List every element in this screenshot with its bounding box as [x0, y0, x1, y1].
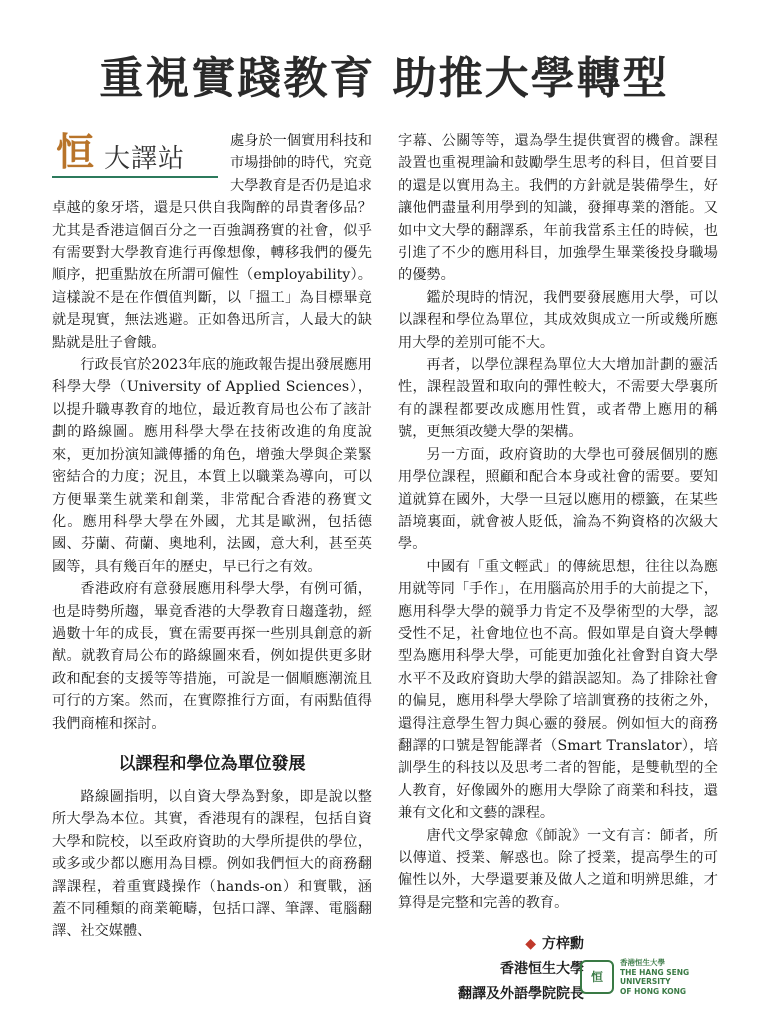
author-line — [432, 932, 584, 957]
university-logo — [580, 958, 730, 996]
paragraph-10: 唐代文學家韓愈《師說》一文有言：師者，所以傳道、授業、解惑也。除了授業，提高學生的可僱性以外，大學還要兼及做人之道和明辨思維，才算得是完整和完善的教育。 — [398, 827, 718, 911]
paragraph-8: 另一方面，政府資助的大學也可發展個別的應用學位課程，照顧和配合本身或社會的需要。要知道就算在國外，大學一旦冠以應用的標籤，在某些語境裏面，就會被人貶低，淪為不夠資格的次級大學。 — [398, 446, 718, 553]
paragraph-3: 香港政府有意發展應用科學大學，有例可循，也是時勢所趨，畢竟香港的大學教育日趨蓬勃，經過數十年的成長，實在需要再探一些別具創意的新猷。就教育局公布的路線圖來看，例如提供更多財政和配套的支援等等措施，可說是一個順應潮流且可行的方案。然而，在實際推行方面，有兩點值得我們商榷和探討。 — [52, 581, 372, 732]
column-brand — [52, 130, 218, 178]
logo-text — [620, 958, 730, 996]
byline — [432, 932, 584, 1007]
diamond-icon: ◆ — [525, 936, 536, 952]
right-column — [398, 130, 718, 914]
paragraph-2: 行政長官於2023年底的施政報告提出發展應用科學大學（University of Applied Sciences），以提升職專教育的地位，最近教育局也公布了該計劃的路線圖。應用科學大學在技術改進的角度說來，更加扮演知識傳播的角色，增強大學與企業緊密結合的力度；況且，本質上以職業為導向，可以方便畢業生就業和創業，非常配合香港的務實文化。應用科學大學在外國，尤其是歐洲，包括德國、芬蘭、荷蘭、奧地利，法國，意大利，甚至英國等，具有幾百年的歷史，早已行之有效。 — [52, 357, 372, 575]
brand-underline — [52, 176, 218, 178]
paragraph-9: 中國有「重文輕武」的傳統思想，往往以為應用就等同「手作」，在用腦高於用手的大前提之下，應用科學大學的競爭力肯定不及學術型的大學，認受性不足，社會地位也不高。假如單是自資大學轉型為應用科學大學，可能更加強化社會對自資大學水平不及政府資助大學的錯誤認知。為了排除社會的偏見，應用科學大學除了培訓實務的技術之外，還得注意學生智力與心靈的發展。例如恒大的商務翻譯的口號是智能譯者（Smart Translator），培訓學生的科技以及思考二者的智能，是雙軌型的全人教育，好像國外的應用大學除了商業和科技，還兼有文化和文藝的課程。 — [398, 558, 718, 822]
paragraph-1: 處身於一個實用科技和市場掛帥的時代，究竟大學教育是否仍是追求卓越的象牙塔，還是只供自我陶醉的昂貴奢侈品？尤其是香港這個百分之一百強調務實的社會，似乎有需要對大學教育進行再像想像，轉移我們的優先順序，把重點放在所謂可僱性（employability）。這樣說不是在作價值判斷，以「搵工」為目標畢竟就是現實，無法逃避。正如魯迅所言，人最大的缺點就是肚子會餓。 — [52, 133, 372, 351]
paragraph-4: 路線圖指明，以自資大學為對象，即是說以整所大學為本位。其實，香港現有的課程，包括自資大學和院校，以至政府資助的大學所提供的學位，或多或少都以應用為目標。例如我們恒大的商務翻譯課程，着重實踐操作（hands-on）和實戰，涵蓋不同種類的商業範疇，包括口譯、筆譯、電腦翻譯、社交媒體、 — [52, 788, 372, 940]
column-brand-name: 大譯站 — [104, 144, 186, 174]
logo-chinese: 香港恒生大學 — [620, 958, 665, 967]
seal-icon: 恒 — [580, 960, 614, 994]
column-brand-char: 恒 — [56, 130, 95, 174]
paragraph-6: 鑑於現時的情況，我們要發展應用大學，可以以課程和學位為單位，其成效與成立一所或幾所應用大學的差別可能不大。 — [398, 289, 718, 351]
section-subheading: 以課程和學位為單位發展 — [118, 753, 306, 774]
author-title: 翻譯及外語學院院長 — [458, 986, 584, 1002]
headline: 重視實踐教育 助推大學轉型 — [99, 53, 669, 104]
author-name: 方梓勳 — [542, 936, 584, 952]
left-column — [52, 130, 372, 943]
author-university: 香港恒生大學 — [500, 961, 584, 977]
logo-english-2: OF HONG KONG — [620, 986, 687, 996]
logo-english-1: THE HANG SENG UNIVERSITY — [620, 967, 690, 987]
paragraph-5: 字幕、公關等等，還為學生提供實習的機會。課程設置也重視理論和鼓勵學生思考的科目，但首要目的還是以實用為主。我們的方針就是裝備學生，好讓他們盡量利用學到的知識，發揮專業的潛能。又如中文大學的翻譯系，年前我當系主任的時候，也引進了不少的應用科目，加強學生畢業後投身職場的優勢。 — [398, 133, 718, 284]
paragraph-7: 再者，以學位課程為單位大大增加計劃的靈活性，課程設置和取向的彈性較大，不需要大學裏所有的課程都要改成應用性質，或者帶上應用的稱號，更無須改變大學的架構。 — [398, 357, 718, 441]
